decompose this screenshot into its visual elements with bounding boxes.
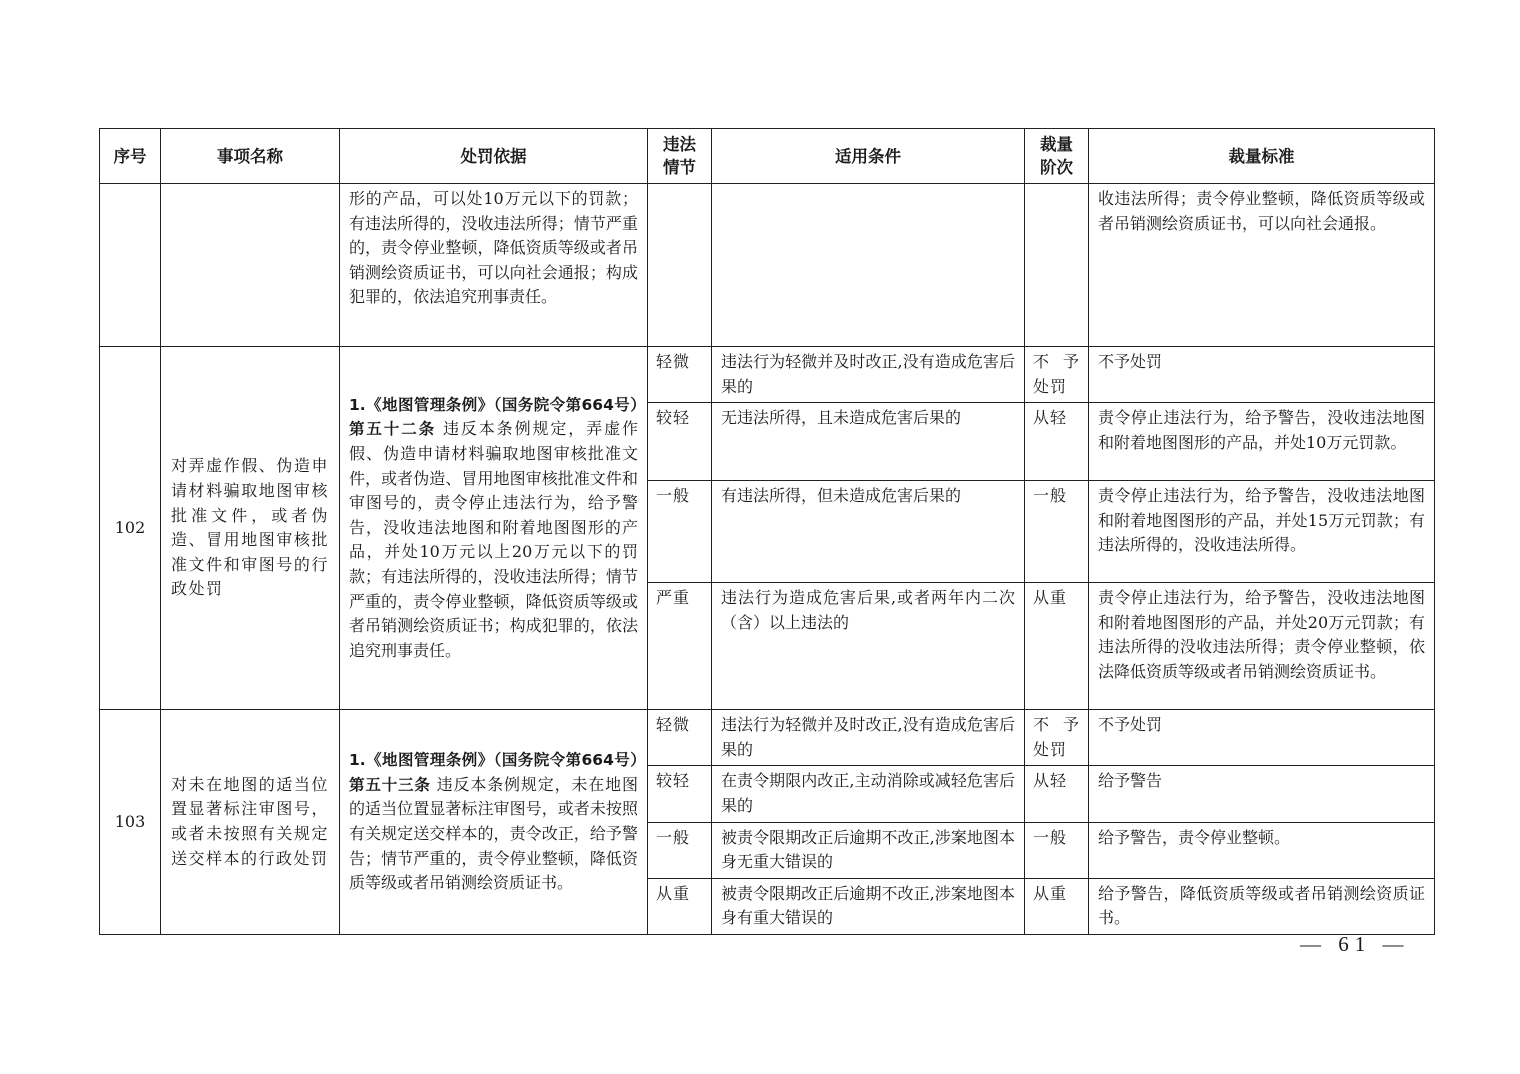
table-row	[100, 710, 1435, 766]
row102-plot-4: 严重	[648, 583, 712, 710]
table-row-continuation	[100, 184, 1435, 347]
row103-plot-3: 一般	[648, 822, 712, 878]
row103-plot-1: 轻微	[648, 710, 712, 766]
row102-condition-4: 违法行为造成危害后果,或者两年内二次（含）以上违法的	[712, 583, 1025, 710]
penalty-table	[99, 128, 1435, 935]
row103-basis-article: 1.《地图管理条例》（国务院令第664号）第五十三条	[349, 751, 638, 794]
row103-plot-4: 从重	[648, 878, 712, 934]
page-number: — 61 —	[1300, 932, 1410, 956]
cont-no	[100, 184, 161, 347]
row103-standard-2: 给予警告	[1089, 766, 1435, 822]
row102-level-2: 从轻	[1025, 403, 1089, 481]
row103-condition-2: 在责令期限内改正,主动消除或减轻危害后果的	[712, 766, 1025, 822]
row102-condition-1: 违法行为轻微并及时改正,没有造成危害后果的	[712, 347, 1025, 403]
row102-plot-1: 轻微	[648, 347, 712, 403]
header-name: 事项名称	[161, 129, 340, 184]
row102-level-3: 一般	[1025, 481, 1089, 583]
row102-no: 102	[100, 347, 161, 710]
header-no: 序号	[100, 129, 161, 184]
cont-condition	[712, 184, 1025, 347]
row103-standard-4: 给予警告，降低资质等级或者吊销测绘资质证书。	[1089, 878, 1435, 934]
row103-standard-1: 不予处罚	[1089, 710, 1435, 766]
row103-level-2: 从轻	[1025, 766, 1089, 822]
table-row	[100, 347, 1435, 403]
row102-level-1: 不予处罚	[1025, 347, 1089, 403]
row102-plot-3: 一般	[648, 481, 712, 583]
row102-basis-article: 1.《地图管理条例》（国务院令第664号）第五十二条	[349, 395, 638, 439]
header-level: 裁量 阶次	[1025, 129, 1089, 184]
row102-standard-3: 责令停止违法行为，给予警告，没收违法地图和附着地图图形的产品，并处15万元罚款；有违法所得的，没收违法所得。	[1089, 481, 1435, 583]
row103-basis	[340, 710, 648, 935]
row103-name: 对未在地图的适当位置显著标注审图号，或者未按照有关规定送交样本的行政处罚	[161, 710, 340, 935]
row102-standard-1: 不予处罚	[1089, 347, 1435, 403]
row102-basis	[340, 347, 648, 710]
header-basis: 处罚依据	[340, 129, 648, 184]
header-condition: 适用条件	[712, 129, 1025, 184]
row103-level-3: 一般	[1025, 822, 1089, 878]
row103-plot-2: 较轻	[648, 766, 712, 822]
row103-condition-4: 被责令限期改正后逾期不改正,涉案地图本身有重大错误的	[712, 878, 1025, 934]
row102-plot-2: 较轻	[648, 403, 712, 481]
table-header-row	[100, 129, 1435, 184]
cont-basis: 形的产品，可以处10万元以下的罚款；有违法所得的，没收违法所得；情节严重的，责令停业整顿，降低资质等级或者吊销测绘资质证书，可以向社会通报；构成犯罪的，依法追究刑事责任。	[340, 184, 648, 347]
row103-level-1: 不予处罚	[1025, 710, 1089, 766]
row102-standard-2: 责令停止违法行为，给予警告，没收违法地图和附着地图图形的产品，并处10万元罚款。	[1089, 403, 1435, 481]
header-standard: 裁量标准	[1089, 129, 1435, 184]
cont-standard: 收违法所得；责令停业整顿，降低资质等级或者吊销测绘资质证书，可以向社会通报。	[1089, 184, 1435, 347]
row102-basis-text: 违反本条例规定，弄虚作假、伪造申请材料骗取地图审核批准文件，或者伪造、冒用地图审核批准文件和审图号的，责令停止违法行为，给予警告，没收违法地图和附着地图图形的产品，并处10万元以上20万元以下的罚款；有违法所得的，没收违法所得；情节严重的，责令停业整顿，降低资质等级或者吊销测绘资质证书；构成犯罪的，依法追究刑事责任。	[349, 419, 638, 660]
row102-name: 对弄虚作假、伪造申请材料骗取地图审核批准文件，或者伪造、冒用地图审核批准文件和审图号的行政处罚	[161, 347, 340, 710]
row102-condition-3: 有违法所得，但未造成危害后果的	[712, 481, 1025, 583]
row103-level-4: 从重	[1025, 878, 1089, 934]
row103-standard-3: 给予警告，责令停业整顿。	[1089, 822, 1435, 878]
row103-no: 103	[100, 710, 161, 935]
row102-level-4: 从重	[1025, 583, 1089, 710]
cont-name	[161, 184, 340, 347]
header-plot: 违法 情节	[648, 129, 712, 184]
row103-condition-3: 被责令限期改正后逾期不改正,涉案地图本身无重大错误的	[712, 822, 1025, 878]
row102-standard-4: 责令停止违法行为，给予警告，没收违法地图和附着地图图形的产品，并处20万元罚款；有违法所得的没收违法所得；责令停业整顿，依法降低资质等级或者吊销测绘资质证书。	[1089, 583, 1435, 710]
cont-plot	[648, 184, 712, 347]
row103-condition-1: 违法行为轻微并及时改正,没有造成危害后果的	[712, 710, 1025, 766]
row102-condition-2: 无违法所得，且未造成危害后果的	[712, 403, 1025, 481]
row103-basis-text: 违反本条例规定，未在地图的适当位置显著标注审图号，或者未按照有关规定送交样本的，责令改正，给予警告；情节严重的，责令停业整顿，降低资质等级或者吊销测绘资质证书。	[349, 774, 638, 893]
cont-level	[1025, 184, 1089, 347]
